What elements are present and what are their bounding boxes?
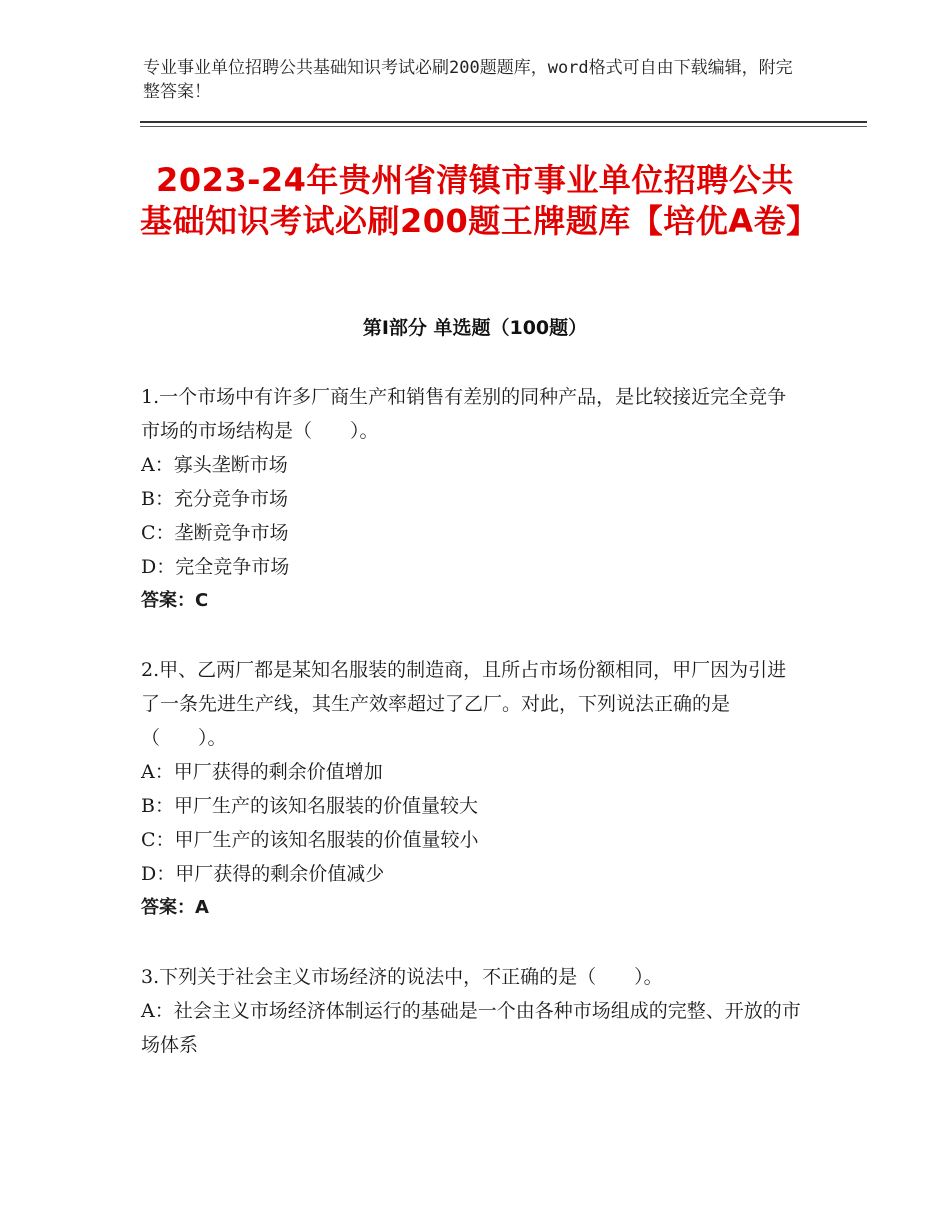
option-a: A：社会主义市场经济体制运行的基础是一个由各种市场组成的完整、开放的市场体系 bbox=[141, 1000, 801, 1056]
question-stem: 1.一个市场中有许多厂商生产和销售有差别的同种产品，是比较接近完全竞争市场的市场结构是（ ）。 bbox=[141, 386, 787, 442]
answer-line: 答案：A bbox=[141, 897, 209, 918]
question-stem: 2.甲、乙两厂都是某知名服装的制造商，且所占市场份额相同，甲厂因为引进了一条先进生产线，其生产效率超过了乙厂。对此，下列说法正确的是（ ）。 bbox=[141, 659, 787, 749]
option-d: D：甲厂获得的剩余价值减少 bbox=[141, 863, 385, 885]
option-b: B：充分竞争市场 bbox=[141, 488, 288, 510]
document-title: 2023-24年贵州省清镇市事业单位招聘公共基础知识考试必刷200题王牌题库【培优A卷】 bbox=[140, 161, 819, 240]
header-rule-thick bbox=[140, 121, 867, 123]
question-stem: 3.下列关于社会主义市场经济的说法中，不正确的是（ ）。 bbox=[141, 966, 663, 988]
header-note: 专业事业单位招聘公共基础知识考试必刷200题题库，word格式可自由下载编辑，附完整答案！ bbox=[143, 58, 793, 102]
question-2 bbox=[141, 653, 801, 925]
answer-line: 答案：C bbox=[141, 590, 209, 611]
section-title: 第Ⅰ部分 单选题（100题） bbox=[362, 317, 588, 339]
question-3 bbox=[141, 960, 801, 1062]
option-a: A：寡头垄断市场 bbox=[141, 454, 288, 476]
header-rule-thin bbox=[140, 126, 867, 127]
option-d: D：完全竞争市场 bbox=[141, 556, 290, 578]
option-b: B：甲厂生产的该知名服装的价值量较大 bbox=[141, 795, 478, 817]
option-c: C：甲厂生产的该知名服装的价值量较小 bbox=[141, 829, 479, 851]
option-c: C：垄断竞争市场 bbox=[141, 522, 289, 544]
question-1 bbox=[141, 380, 801, 618]
option-a: A：甲厂获得的剩余价值增加 bbox=[141, 761, 383, 783]
